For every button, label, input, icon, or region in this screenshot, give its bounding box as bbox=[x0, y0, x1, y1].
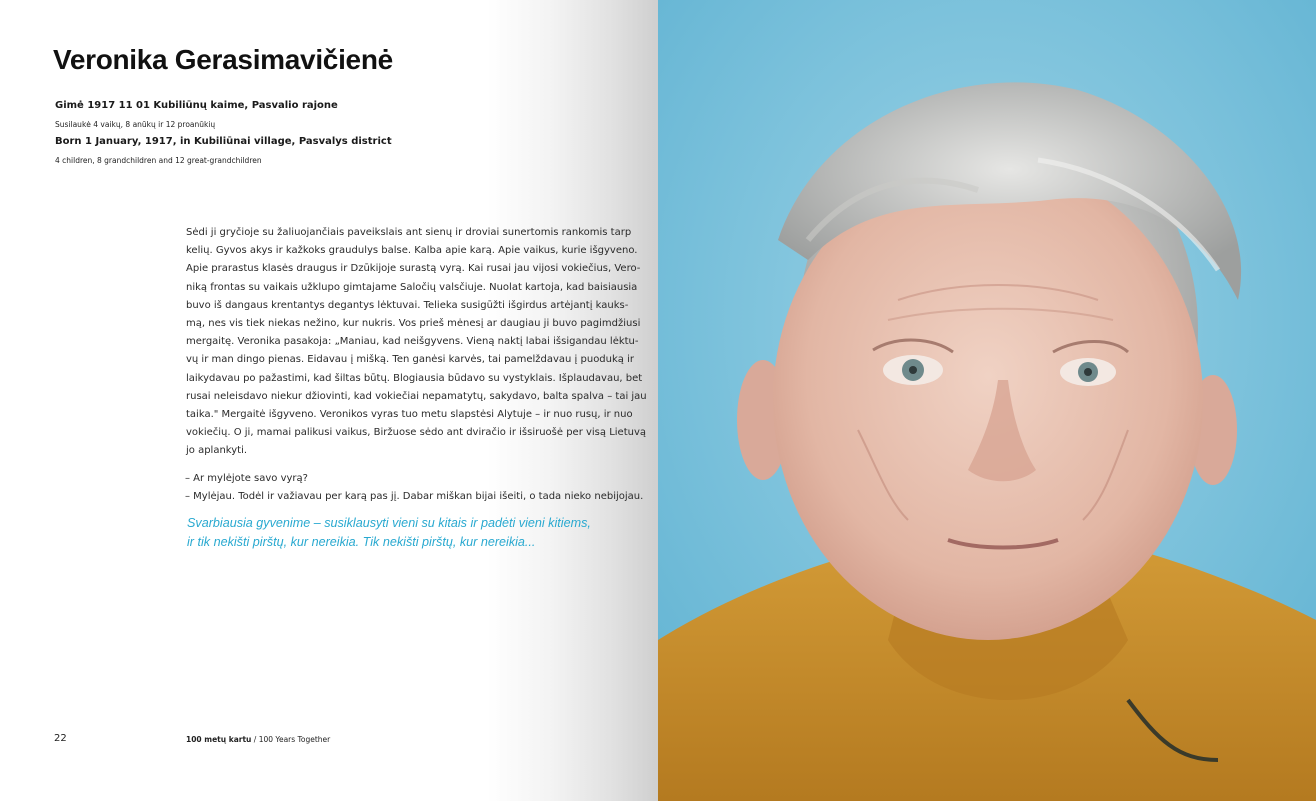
portrait-photo bbox=[658, 0, 1316, 801]
dialogue bbox=[185, 470, 643, 506]
story-line: vų ir man dingo pienas. Eidavau į mišką. Ten ganėsi karvės, tai pamelždavau į puoduką ir bbox=[186, 354, 634, 366]
page-number: 22 bbox=[54, 733, 67, 744]
right-page bbox=[658, 0, 1316, 801]
story-line: taika." Mergaitė išgyveno. Veronikos vyras tuo metu slapstėsi Alytuje – ir nuo rusų, ir nuo bbox=[186, 409, 633, 421]
story-line: buvo iš dangaus krentantys degantys lėktuvai. Telieka susigūžti išgirdus artėjantį kauks- bbox=[186, 299, 629, 311]
book-title-en: 100 Years Together bbox=[258, 735, 331, 744]
story-line: mą, nes vis tiek niekas nežino, kur nukris. Vos prieš mėnesį ar daugiau ji buvo pagimdžiusi bbox=[186, 318, 641, 330]
story-line: laikydavau po pažastimi, kad šiltas būtų. Blogiausia būdavo su vystyklais. Išplaudavau, bet bbox=[186, 372, 643, 384]
story-line: vokiečių. O ji, mamai palikusi vaikus, Biržuose sėdo ant dviračio ir išsiruošė per visą Lietuvą bbox=[186, 427, 647, 439]
pull-quote-line: ir tik nekišti pirštų, kur nereikia. Tik nekišti pirštų, kur nereikia... bbox=[187, 534, 536, 549]
story-line: jo aplankyti. bbox=[186, 445, 248, 457]
family-info-en: 4 children, 8 grandchildren and 12 great-grandchildren bbox=[55, 156, 262, 165]
family-info-lt: Susilaukė 4 vaikų, 8 anūkų ir 12 proanūkių bbox=[55, 120, 216, 129]
pull-quote-line: Svarbiausia gyvenime – susiklausyti vieni su kitais ir padėti vieni kitiems, bbox=[187, 516, 591, 530]
running-footer bbox=[186, 735, 330, 744]
story-text bbox=[186, 224, 647, 461]
dialogue-answer: – Mylėjau. Todėl ir važiavau per karą pas jį. Dabar miškan bijai išeiti, o tada nieko nebijojau. bbox=[185, 491, 644, 502]
story-line: kelių. Gyvos akys ir kažkoks graudulys balse. Kalba apie karą. Apie vaikus, kurie išgyveno. bbox=[186, 245, 638, 257]
story-line: rusai neleisdavo niekur džiovinti, kad vokiečiai nepamatytų, sakydavo, balta spalva – tai jau bbox=[186, 390, 647, 402]
story-line: mergaitę. Veronika pasakoja: „Maniau, kad neišgyvens. Vieną naktį labai išsigandau lėktu- bbox=[186, 336, 639, 348]
story-line: Sėdi ji gryčioje su žaliuojančiais paveikslais ant sienų ir droviai sunertomis rankomis tarp bbox=[186, 227, 632, 238]
bio-block bbox=[55, 98, 392, 170]
story-line: Apie prarastus klasės draugus ir Dzūkijoje surastą vyrą. Kai rusai jau vijosi vokiečius, Vero- bbox=[186, 263, 641, 275]
page-title: Veronika Gerasimavičienė bbox=[53, 44, 393, 75]
title-separator: / bbox=[251, 735, 259, 744]
birth-info-lt: Gimė 1917 11 01 Kubiliūnų kaime, Pasvalio rajone bbox=[55, 100, 338, 111]
dialogue-question: – Ar mylėjote savo vyrą? bbox=[185, 473, 308, 484]
pull-quote bbox=[187, 514, 591, 551]
birth-info-en: Born 1 January, 1917, in Kubiliūnai village, Pasvalys district bbox=[55, 136, 392, 147]
story-line: niką frontas su vaikais užklupo gimtajame Saločių valsčiuje. Nuolat kartoja, kad baisiausia bbox=[186, 281, 638, 293]
book-title-lt: 100 metų kartu bbox=[186, 735, 252, 744]
